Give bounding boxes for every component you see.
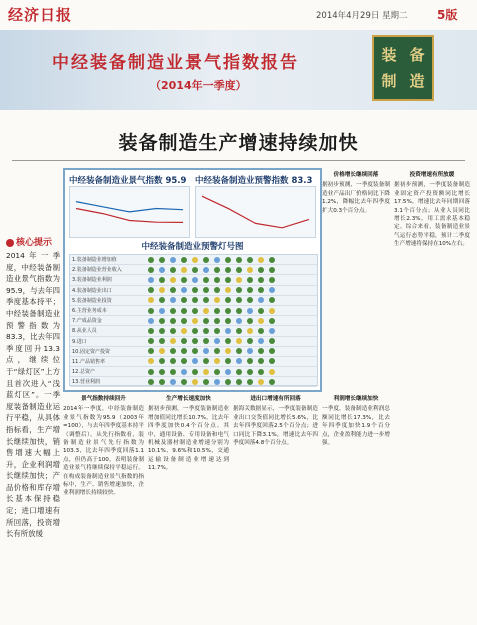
signal-light: [192, 267, 198, 273]
signal-light: [192, 318, 198, 324]
signal-light: [258, 257, 264, 263]
signal-light: [159, 379, 165, 385]
signal-light: [148, 379, 154, 385]
signal-light: [236, 277, 242, 283]
signal-light: [225, 267, 231, 273]
signal-light: [181, 369, 187, 375]
article-column: [63, 392, 144, 498]
signal-light: [170, 297, 176, 303]
signal-light: [225, 379, 231, 385]
signal-light: [247, 348, 253, 354]
signal-light: [258, 379, 264, 385]
signal-row-label: 9.进口: [72, 338, 87, 345]
signal-row: [70, 377, 317, 387]
bullet-icon: [6, 239, 14, 247]
signal-light: [258, 369, 264, 375]
signal-light: [159, 287, 165, 293]
signal-light: [269, 287, 275, 293]
signal-light: [170, 379, 176, 385]
core-tip-text: 核心提示: [16, 238, 53, 248]
signal-light: [269, 257, 275, 263]
signal-light: [247, 287, 253, 293]
section-body: 据海关数据显示，一季度装备制造业出口交货值同比增长5.6%，比去年四季度回落2.5个百分点；进口同比下降3.1%，增速比去年四季度回落4.8个百分点。: [233, 406, 318, 447]
signal-light: [170, 328, 176, 334]
signal-light: [148, 369, 154, 375]
signal-light: [181, 308, 187, 314]
signal-row: [70, 337, 317, 347]
signal-row-label: 5.装备制造业投资: [72, 297, 112, 304]
signal-light: [214, 257, 220, 263]
signal-light: [236, 348, 242, 354]
signal-light: [236, 369, 242, 375]
signal-light: [236, 267, 242, 273]
warning-index-svg: [196, 187, 315, 237]
index-figure: [63, 168, 322, 392]
signal-light: [203, 328, 209, 334]
signal-light: [159, 338, 165, 344]
signal-light: [258, 277, 264, 283]
section-body: 据初步预测，一季度装备制造业增加值同比增长10.7%，比去年四季度加快0.4个百分点。其中，通用设备、专用设备和电气机械及器材制造业增速分别为10.1%、9.6%和10.5%，交通运输设备制造业增速达到11.7%。: [148, 406, 229, 472]
signal-light: [159, 348, 165, 354]
signal-light: [269, 267, 275, 273]
signal-light: [236, 318, 242, 324]
signal-light: [170, 348, 176, 354]
signal-light: [247, 328, 253, 334]
signal-light: [148, 318, 154, 324]
page-headline: 装备制造生产增速持续加快: [118, 132, 359, 154]
signal-row-label: 10.固定资产投资: [72, 348, 110, 355]
signal-light: [159, 369, 165, 375]
signal-light: [192, 328, 198, 334]
signal-light: [269, 308, 275, 314]
signal-row: [70, 286, 317, 296]
boom-index-chart: [69, 186, 190, 238]
section-heading: 价格增长继续回落: [333, 172, 379, 178]
signal-row-label: 1.装备制造业增加值: [72, 257, 117, 264]
signal-light: [269, 369, 275, 375]
signal-light: [192, 379, 198, 385]
signal-row: [70, 357, 317, 367]
warning-index-chart: [195, 186, 316, 238]
signal-light: [247, 338, 253, 344]
signal-light: [247, 267, 253, 273]
signal-row-label: 12.总资产: [72, 369, 95, 376]
signal-row: [70, 367, 317, 377]
signal-light: [236, 308, 242, 314]
signal-light: [192, 297, 198, 303]
signal-light: [192, 287, 198, 293]
article-column: [322, 168, 390, 215]
seal-char: 制: [381, 72, 397, 90]
signal-light: [269, 277, 275, 283]
signal-light: [181, 297, 187, 303]
signal-light: [225, 287, 231, 293]
seal-char: 备: [409, 46, 425, 64]
signal-row: [70, 326, 317, 336]
signal-light: [159, 308, 165, 314]
banner-title: 中经装备制造业景气指数报告: [52, 53, 299, 73]
signal-row-label: 11.产品销售率: [72, 358, 105, 365]
article-column: [394, 168, 470, 249]
signal-light: [247, 308, 253, 314]
signal-light: [236, 358, 242, 364]
banner-subtitle: （2014年一季度）: [150, 79, 247, 92]
signal-row: [70, 255, 317, 265]
signal-light: [247, 277, 253, 283]
signal-light: [225, 297, 231, 303]
signal-light: [170, 308, 176, 314]
signal-light: [148, 308, 154, 314]
signal-light: [269, 379, 275, 385]
article-column: [148, 392, 229, 473]
signal-light: [148, 348, 154, 354]
signal-light: [225, 308, 231, 314]
signal-light: [148, 267, 154, 273]
signal-light: [269, 318, 275, 324]
signal-light: [247, 379, 253, 385]
signal-row: [70, 347, 317, 357]
signal-row: [70, 316, 317, 326]
signal-light: [236, 287, 242, 293]
signal-light: [159, 267, 165, 273]
signal-row-label: 13.营业利润: [72, 379, 100, 386]
signal-light: [214, 328, 220, 334]
signal-light: [181, 267, 187, 273]
section-heading: 投资增速有所放缓: [409, 172, 455, 178]
signal-light: [192, 257, 198, 263]
series-line: [76, 209, 183, 223]
section-heading: 生产增长速度加快: [166, 396, 211, 402]
signal-row-label: 4.装备制造业出口: [72, 287, 112, 294]
signal-row-label: 2.装备制造业营业收入: [72, 267, 122, 274]
signal-light: [203, 318, 209, 324]
signal-light: [225, 328, 231, 334]
signal-light: [170, 267, 176, 273]
signal-light: [258, 308, 264, 314]
signal-light: [214, 287, 220, 293]
signal-light: [181, 358, 187, 364]
signal-light: [203, 338, 209, 344]
signal-row-label: 7.产成品资金: [72, 318, 102, 325]
signal-light: [203, 308, 209, 314]
signal-light: [225, 348, 231, 354]
signal-light: [159, 257, 165, 263]
section-heading: 利润增长继续加快: [333, 396, 379, 402]
signal-row-label: 3.装备制造业利润: [72, 277, 112, 284]
signal-light: [258, 287, 264, 293]
series-line: [202, 196, 309, 228]
signal-light: [269, 297, 275, 303]
signal-light: [258, 358, 264, 364]
signal-light: [247, 297, 253, 303]
signal-light: [192, 338, 198, 344]
signal-light: [214, 318, 220, 324]
signal-row: [70, 275, 317, 285]
signal-light: [214, 267, 220, 273]
signal-light: [214, 358, 220, 364]
signal-light: [225, 369, 231, 375]
signal-light: [214, 308, 220, 314]
signal-light: [159, 358, 165, 364]
masthead-title: 经济日报: [8, 6, 73, 24]
signal-light: [247, 318, 253, 324]
signal-light: [247, 358, 253, 364]
signal-light: [225, 318, 231, 324]
signal-row: [70, 265, 317, 275]
seal-char: 造: [409, 72, 425, 90]
series-line: [76, 202, 183, 212]
signal-light: [269, 328, 275, 334]
signal-light: [181, 277, 187, 283]
signal-light: [148, 338, 154, 344]
signal-row-label: 8.从业人员: [72, 328, 97, 335]
signal-light: [203, 277, 209, 283]
signal-light: [203, 369, 209, 375]
signal-light: [258, 348, 264, 354]
signal-light: [203, 379, 209, 385]
signal-light: [170, 369, 176, 375]
signal-light: [247, 257, 253, 263]
section-heading: 景气指数持续回升: [81, 396, 126, 402]
left-chart-title: 中经装备制造业景气指数 95.9: [69, 176, 187, 186]
signal-light: [214, 379, 220, 385]
signal-chart-title: 中经装备制造业预警灯号图: [141, 242, 244, 252]
signal-light: [159, 318, 165, 324]
divider: [12, 160, 465, 161]
issue-date: 2014年4月29日 星期二: [316, 11, 408, 21]
signal-light: [258, 328, 264, 334]
signal-light: [258, 297, 264, 303]
signal-light: [236, 379, 242, 385]
signal-light: [214, 277, 220, 283]
signal-light: [214, 348, 220, 354]
seal-char: 装: [381, 46, 397, 64]
signal-light: [203, 287, 209, 293]
signal-lights-table: [69, 254, 318, 386]
signal-light: [148, 328, 154, 334]
signal-light: [258, 318, 264, 324]
signal-light: [258, 338, 264, 344]
signal-light: [225, 338, 231, 344]
signal-light: [203, 358, 209, 364]
signal-light: [214, 369, 220, 375]
report-banner: [0, 30, 477, 110]
signal-light: [170, 318, 176, 324]
signal-light: [214, 297, 220, 303]
signal-light: [181, 257, 187, 263]
section-body: 2014年一季度，中经装备制造业景气指数为95.9（2003年=100），与去年四季度基本持平（调整后）。从先行指数看，装备制造业景气先行指数为103.3，比去年四季度回落1.1点，但仍高于100，表明装备制造业景气将继续保持平稳运行。在构成装备制造业景气指数的指标中，生产、销售增速加快，企业利润增长持续较快。: [63, 406, 144, 497]
signal-light: [148, 257, 154, 263]
signal-light: [225, 277, 231, 283]
core-tip-body: 2014年一季度，中经装备制造业景气指数为95.9，与去年四季度基本持平；中经装备制造业预警指数为83.3，比去年四季度回升13.3点，继续位于“绿灯区”上方且首次进入“浅蓝灯区”。一季度装备制造业运行平稳，从具体指标看，生产增长继续加快，销售增速大幅上升，企业利润增长继续加快；产品价格和库存增长基本保持稳定；进口增速有所回落，投资增长有所放缓: [6, 251, 60, 539]
signal-light: [181, 318, 187, 324]
signal-light: [269, 348, 275, 354]
section-body: 据初步预测，一季度装备制造业产品出厂价格同比下降1.2%，降幅比去年四季度扩大0.3个百分点。: [322, 182, 390, 214]
signal-light: [236, 338, 242, 344]
signal-light: [148, 287, 154, 293]
signal-light: [192, 277, 198, 283]
signal-light: [181, 379, 187, 385]
signal-light: [192, 358, 198, 364]
signal-light: [148, 277, 154, 283]
right-chart-title: 中经装备制造业预警指数 83.3: [195, 176, 313, 186]
signal-light: [258, 267, 264, 273]
signal-light: [170, 287, 176, 293]
signal-light: [159, 297, 165, 303]
core-tip-label: [6, 235, 52, 248]
signal-light: [236, 257, 242, 263]
signal-light: [247, 369, 253, 375]
signal-light: [203, 257, 209, 263]
signal-light: [236, 297, 242, 303]
signal-light: [225, 358, 231, 364]
signal-light: [170, 277, 176, 283]
section-body: 据初步预测，一季度装备制造业固定资产投资额同比增长17.5%，增速比去年同期回落3.1个百分点；从业人员同比增长2.3%，用工需求基本稳定。综合来看，装备制造业景气运行态势平稳，预计二季度生产增速将保持在10%左右。: [394, 182, 470, 248]
section-body: 一季度，装备制造业利润总额同比增长17.3%，比去年四季度加快1.9个百分点，企业盈利能力进一步增强。: [322, 406, 390, 447]
signal-light: [170, 257, 176, 263]
signal-light: [236, 328, 242, 334]
signal-light: [181, 348, 187, 354]
signal-light: [192, 308, 198, 314]
article-column: [322, 392, 390, 447]
signal-light: [225, 257, 231, 263]
signal-row-label: 6.主营业务成本: [72, 308, 107, 315]
signal-light: [203, 348, 209, 354]
boom-index-svg: [70, 187, 189, 237]
signal-light: [269, 338, 275, 344]
signal-light: [203, 267, 209, 273]
signal-light: [269, 358, 275, 364]
signal-light: [192, 348, 198, 354]
section-heading: 进出口增速有所回落: [250, 396, 301, 402]
signal-light: [170, 338, 176, 344]
signal-light: [203, 297, 209, 303]
signal-light: [181, 328, 187, 334]
signal-row: [70, 296, 317, 306]
signal-light: [159, 328, 165, 334]
signal-light: [181, 287, 187, 293]
signal-light: [170, 358, 176, 364]
seal-logo: [372, 35, 434, 101]
signal-light: [192, 369, 198, 375]
signal-light: [214, 338, 220, 344]
signal-row: [70, 306, 317, 316]
signal-light: [148, 297, 154, 303]
article-column: [233, 392, 318, 447]
signal-light: [181, 338, 187, 344]
signal-light: [148, 358, 154, 364]
edition-number: 5版: [437, 8, 458, 22]
signal-light: [159, 277, 165, 283]
